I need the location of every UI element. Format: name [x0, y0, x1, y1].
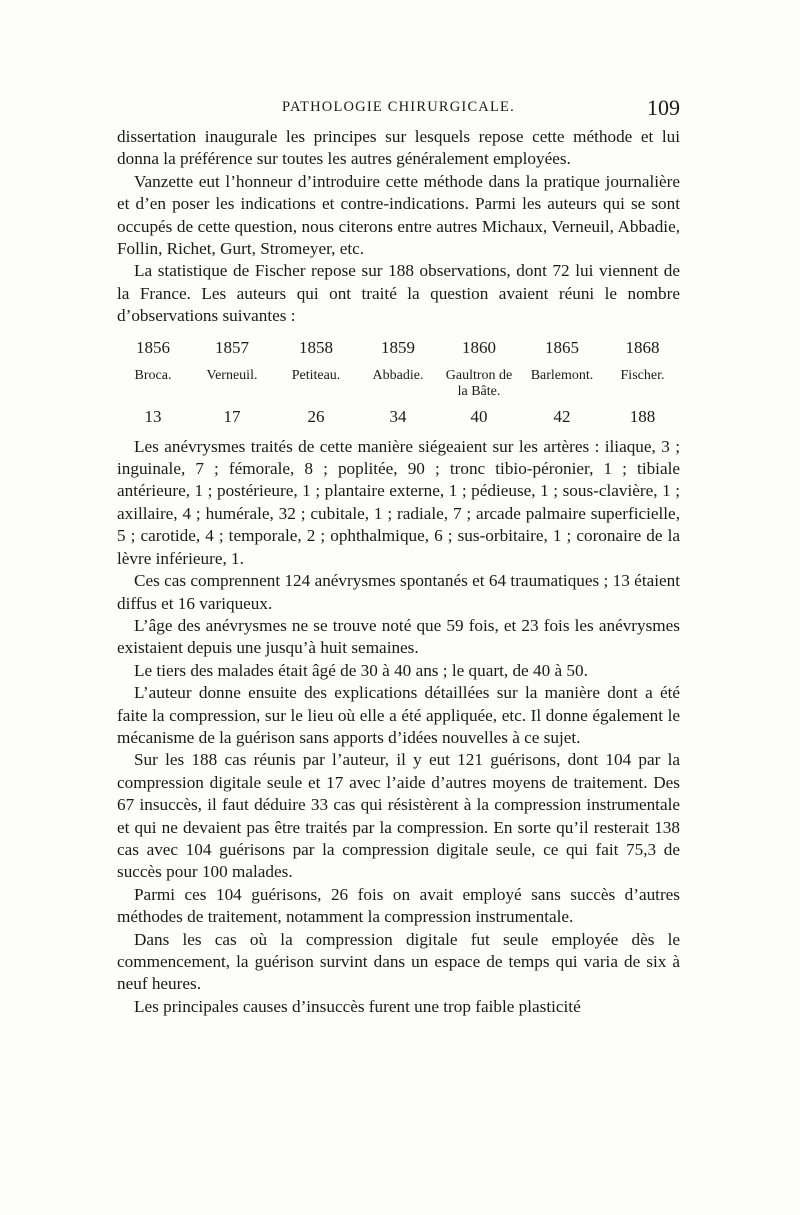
running-title: PATHOLOGIE CHIRURGICALE. [282, 99, 515, 115]
table-cell-year: 1860 [462, 337, 496, 357]
paragraph: L’âge des anévrysmes ne se trouve noté que 59 fois, et 23 fois les anévrysmes existaient depuis une jusqu’à huit semaines. [117, 615, 680, 658]
page-header [117, 95, 680, 123]
table-cell-author: Gaultron de la Bâte. [445, 367, 513, 399]
table-cell-author: Fischer. [620, 367, 665, 383]
table-row-authors [117, 368, 680, 406]
page-number: 109 [647, 95, 680, 120]
table-cell-year: 1868 [625, 337, 660, 357]
table-cell-count: 34 [389, 406, 407, 426]
paragraph: Sur les 188 cas réunis par l’auteur, il y eut 121 guérisons, dont 104 par la compression digitale seule et 17 avec l’aide d’autres moyens de traitement. Des 67 insuccès, il faut déduire 33 cas qui résistèrent à la compression instrumentale et qui ne devaient pas être traités par la compression. En sorte qu’il resterait 138 cas avec 104 guérisons par la compression digitale seule, ce qui fait 75,3 de succès pour 100 malades. [117, 750, 680, 882]
table-cell-count: 13 [144, 406, 162, 426]
table-cell-year: 1859 [381, 337, 415, 357]
table-row-counts [117, 406, 680, 430]
table-cell-year: 1865 [545, 337, 579, 357]
paragraph: Le tiers des malades était âgé de 30 à 40 ans ; le quart, de 40 à 50. [134, 660, 588, 680]
table-cell-author: Verneuil. [206, 367, 258, 383]
paragraph: Ces cas comprennent 124 anévrysmes spontanés et 64 traumatiques ; 13 étaient diffus et 16 variqueux. [117, 571, 680, 613]
observations-table [117, 337, 680, 430]
table-cell-year: 1858 [299, 337, 333, 357]
table-cell-count: 40 [470, 406, 488, 426]
paragraph: La statistique de Fischer repose sur 188 observations, dont 72 lui viennent de la France. Les auteurs qui ont traité la question avaient réuni le nombre d’observations suivantes : [117, 261, 680, 326]
table-cell-author: Broca. [134, 367, 172, 383]
table-cell-year: 1856 [136, 337, 170, 357]
paragraph: Dans les cas où la compression digitale fut seule employée dès le commencement, la guérison survint dans un espace de temps qui varia de six à neuf heures. [117, 929, 680, 994]
table-cell-count: 42 [553, 406, 571, 426]
table-cell-count: 17 [223, 406, 241, 426]
paragraph: Les anévrysmes traités de cette manière siégeaient sur les artères : iliaque, 3 ; inguinale, 7 ; fémorale, 8 ; poplitée, 90 ; tronc tibio-péronier, 1 ; tibiale antérieure, 1 ; postérieure, 1 ; plantaire externe, 1 ; pédieuse, 1 ; sous-clavière, 1 ; axillaire, 4 ; humérale, 32 ; cubitale, 1 ; radiale, 7 ; arcade palmaire superficielle, 5 ; carotide, 4 ; temporale, 2 ; ophthalmique, 6 ; sus-orbitaire, 1 ; coronaire de la lèvre inférieure, 1. [117, 436, 680, 568]
table-row-years [117, 337, 680, 368]
paragraph: Vanzette eut l’honneur d’introduire cette méthode dans la pratique journalière et d’en poser les indications et contre-indications. Parmi les auteurs qui se sont occupés de cette question, nous citerons entre autres Michaux, Verneuil, Abbadie, Follin, Richet, Gurt, Stromeyer, etc. [117, 171, 680, 259]
paragraph: L’auteur donne ensuite des explications détaillées sur la manière dont a été faite la compression, sur le lieu où elle a été appliquée, etc. Il donne également le mécanisme de la guérison sans apports d’idées nouvelles à ce sujet. [117, 683, 680, 747]
table-cell-year: 1857 [215, 337, 249, 357]
paragraph: Parmi ces 104 guérisons, 26 fois on avait employé sans succès d’autres méthodes de traitement, notamment la compression instrumentale. [117, 884, 680, 927]
paragraph: dissertation inaugurale les principes sur lesquels repose cette méthode et lui donna la préférence sur toutes les autres généralement employées. [117, 127, 680, 169]
body-text [117, 126, 680, 1018]
table-cell-author: Barlemont. [530, 367, 594, 383]
table-cell-count: 188 [629, 406, 656, 426]
paragraph: Les principales causes d’insuccès furent une trop faible plasticité [134, 996, 581, 1016]
table-cell-author: Petiteau. [291, 367, 341, 383]
table-cell-count: 26 [307, 406, 325, 426]
table-cell-author: Abbadie. [372, 367, 424, 383]
